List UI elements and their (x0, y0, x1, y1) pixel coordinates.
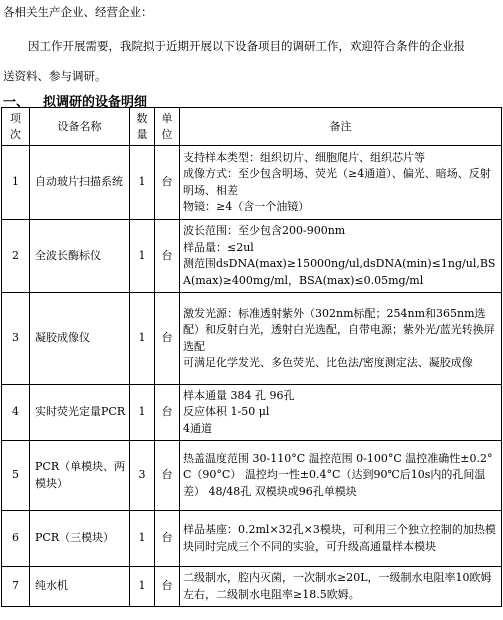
remark-line: 热盖温度范围 30-110°C 温控范围 0-100°C 温控准确性±0.2°C（90°C） 温控均一性±0.4°C（达到90℃后10s内的孔间温差） 48/48孔 双模块或96孔单模块 (183, 451, 493, 498)
section-number: 一、 (3, 95, 30, 110)
cell-index: 5 (2, 441, 30, 511)
cell-qty: 1 (130, 293, 155, 385)
intro-text-line1: 因工作开展需要，我院拟于近期开展以下设备项目的调研工作，欢迎符合条件的企业报 (28, 39, 465, 53)
cell-unit: 台 (155, 511, 180, 567)
header-remark: 备注 (180, 108, 502, 146)
table-row (2, 385, 502, 441)
header-index: 项 次 (2, 108, 30, 146)
cell-index: 7 (2, 567, 30, 607)
cell-remark (180, 511, 502, 567)
equipment-table (1, 107, 502, 607)
remark-line: 反应体积 1-50 μl (183, 405, 270, 419)
cell-index: 1 (2, 146, 30, 220)
header-unit: 单 位 (155, 108, 180, 146)
remark-line: 可满足化学发光、多色荧光、比色法/密度测定法、凝胶成像 (183, 356, 473, 369)
cell-qty: 3 (130, 441, 155, 511)
table-row (2, 146, 502, 220)
cell-qty: 1 (130, 220, 155, 293)
remark-line: 样品量：≤2ul (183, 240, 254, 254)
remark-line: 物镜：≥4（含一个油镜） (183, 200, 310, 213)
cell-remark (180, 146, 502, 220)
cell-unit: 台 (155, 441, 180, 511)
table-row (2, 441, 502, 511)
table-header-row (2, 108, 502, 146)
cell-qty: 1 (130, 567, 155, 607)
table-body (2, 146, 502, 607)
remark-line: 测范围dsDNA(max)≥15000ng/ul,dsDNA(min)≤1ng/ul,BSA(max)≥400mg/ml，BSA(max)≤0.05mg/ml (183, 257, 496, 287)
cell-remark (180, 220, 502, 293)
cell-unit: 台 (155, 567, 180, 607)
remark-line: 成像方式：至少包含明场、荧光（≥4通道）、偏光、暗场、反射明场、相差 (183, 167, 491, 197)
remark-line: 样本通量 384 孔 96孔 (183, 388, 295, 402)
cell-index: 6 (2, 511, 30, 567)
remark-line: 波长范围：至少包含200-900nm (183, 224, 346, 237)
header-qty: 数 量 (130, 108, 155, 146)
cell-name: 凝胶成像仪 (30, 293, 130, 385)
cell-unit: 台 (155, 146, 180, 220)
remark-line: 二级制水，腔内灭菌，一次制水≥20L，一级制水电阻率10欧姆左右，二级制水电阻率≥18.5欧姆。 (183, 571, 492, 601)
table-row (2, 511, 502, 567)
cell-name: 全波长酶标仪 (30, 220, 130, 293)
cell-index: 4 (2, 385, 30, 441)
table-row (2, 220, 502, 293)
cell-index: 2 (2, 220, 30, 293)
cell-unit: 台 (155, 293, 180, 385)
intro-text-line2: 送资料、参与调研。 (3, 69, 107, 83)
cell-remark (180, 385, 502, 441)
remark-line: 4通道 (183, 421, 212, 435)
cell-qty: 1 (130, 146, 155, 220)
cell-name: 自动玻片扫描系统 (30, 146, 130, 220)
cell-remark (180, 441, 502, 511)
table-row (2, 567, 502, 607)
remark-line: 激发光源：标准透射紫外（302nm标配；254nm和365nm选配）和反射白光，透射白光选配，自带电源；紫外光/蓝光转换屏选配 (183, 306, 495, 353)
header-name: 设备名称 (30, 108, 130, 146)
section-title: 拟调研的设备明细 (43, 95, 148, 110)
table-row (2, 293, 502, 385)
cell-name: PCR（单模块、两模块） (30, 441, 130, 511)
cell-name: 实时荧光定量PCR (30, 385, 130, 441)
cell-name: PCR（三模块） (30, 511, 130, 567)
cell-index: 3 (2, 293, 30, 385)
cell-remark (180, 567, 502, 607)
remark-line: 支持样本类型：组织切片、细胞爬片、组织芯片等 (183, 150, 425, 164)
remark-line: 样品基座：0.2ml×32孔×3模块，可利用三个独立控制的加热模块同时完成三个不同的实验，可升级高通量样本模块 (183, 523, 496, 553)
cell-name: 纯水机 (30, 567, 130, 607)
cell-unit: 台 (155, 385, 180, 441)
cell-qty: 1 (130, 385, 155, 441)
cell-remark (180, 293, 502, 385)
cell-unit: 台 (155, 220, 180, 293)
salutation: 各相关生产企业、经营企业： (3, 5, 153, 19)
cell-qty: 1 (130, 511, 155, 567)
